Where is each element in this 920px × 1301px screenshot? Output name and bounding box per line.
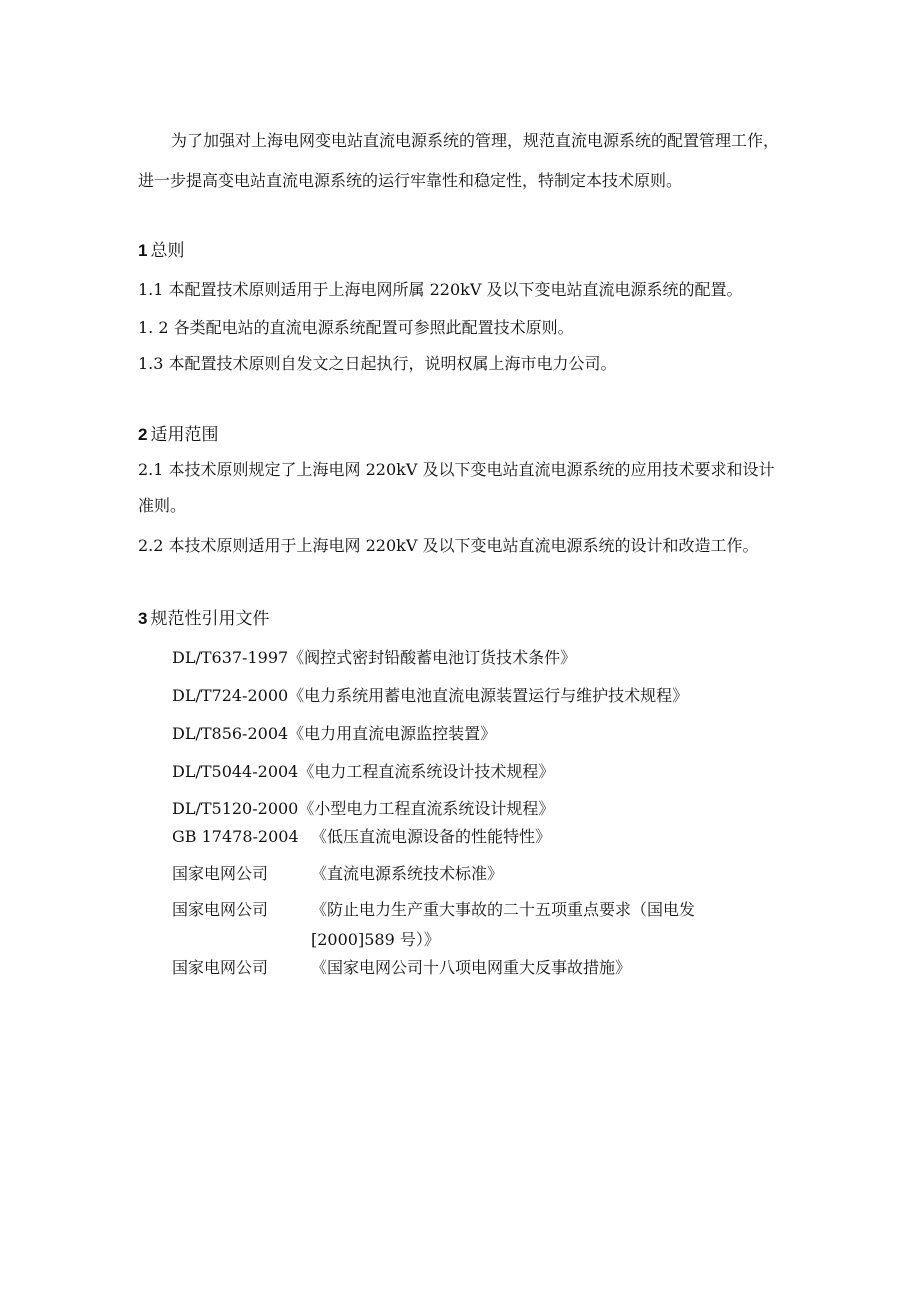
section-2-item-1-line-2: 准则。 xyxy=(138,496,187,515)
gb-ref-code: GB 17478-2004 xyxy=(172,827,299,846)
sgcc-ref-1-title: 《直流电源系统技术标准》 xyxy=(311,864,504,883)
section-1-item-2: 1. 2 各类配电站的直流电源系统配置可参照此配置技术原则。 xyxy=(138,318,574,337)
standard-ref-3: DL/T856-2004《电力用直流电源监控装置》 xyxy=(172,724,497,743)
section-3-number: 3 xyxy=(138,609,148,628)
standard-ref-4: DL/T5044-2004《电力工程直流系统设计技术规程》 xyxy=(172,762,555,781)
section-1-item-3: 1.3 本配置技术原则自发文之日起执行，说明权属上海市电力公司。 xyxy=(138,354,617,373)
section-2-title: 适用范围 xyxy=(150,425,219,445)
section-1-title: 总则 xyxy=(150,241,185,261)
intro-line-2: 进一步提高变电站直流电源系统的运行牢靠性和稳定性，特制定本技术原则。 xyxy=(138,171,683,190)
section-1-heading xyxy=(138,240,184,262)
section-2-item-1-line-1: 2.1 本技术原则规定了上海电网 220kV 及以下变电站直流电源系统的应用技术要求和设计 xyxy=(138,460,775,479)
sgcc-ref-3-org: 国家电网公司 xyxy=(172,958,269,977)
sgcc-ref-2-title: 《防止电力生产重大事故的二十五项重点要求（国电发 xyxy=(311,900,696,919)
gb-ref-title: 《低压直流电源设备的性能特性》 xyxy=(311,827,552,846)
section-3-heading xyxy=(138,608,269,630)
section-3-title: 规范性引用文件 xyxy=(150,609,270,629)
standard-ref-1: DL/T637-1997《阀控式密封铅酸蓄电池订货技术条件》 xyxy=(172,648,577,667)
intro-line-1: 为了加强对上海电网变电站直流电源系统的管理，规范直流电源系统的配置管理工作， xyxy=(171,131,780,150)
sgcc-ref-2-title-cont: [2000]589 号）》 xyxy=(311,930,440,949)
standard-ref-5: DL/T5120-2000《小型电力工程直流系统设计规程》 xyxy=(172,799,555,818)
section-2-number: 2 xyxy=(138,425,148,444)
sgcc-ref-3-title: 《国家电网公司十八项电网重大反事故措施》 xyxy=(311,958,632,977)
section-2-heading xyxy=(138,424,218,446)
section-2-item-2: 2.2 本技术原则适用于上海电网 220kV 及以下变电站直流电源系统的设计和改造工作。 xyxy=(138,536,759,555)
sgcc-ref-2-org: 国家电网公司 xyxy=(172,900,269,919)
sgcc-ref-1-org: 国家电网公司 xyxy=(172,864,269,883)
section-1-number: 1 xyxy=(138,241,148,260)
section-1-item-1: 1.1 本配置技术原则适用于上海电网所属 220kV 及以下变电站直流电源系统的配置。 xyxy=(138,280,743,299)
standard-ref-2: DL/T724-2000《电力系统用蓄电池直流电源装置运行与维护技术规程》 xyxy=(172,686,689,705)
